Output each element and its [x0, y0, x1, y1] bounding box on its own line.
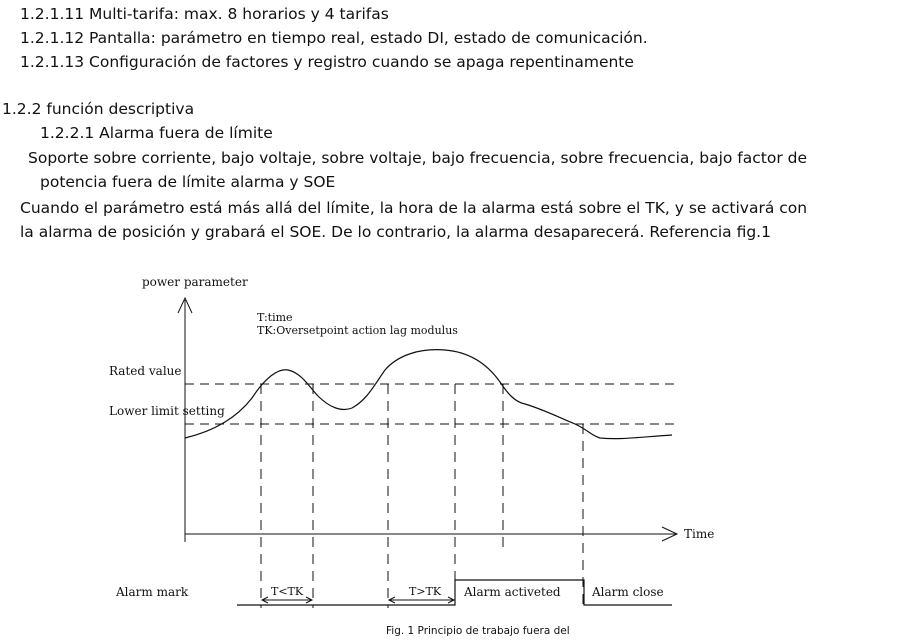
paragraph-alarm-line-2: la alarma de posición y grabará el SOE. De lo contrario, la alarma desaparecerá. Referencia fig.1 — [20, 223, 771, 241]
section-1-2-1-13: 1.2.1.13 Configuración de factores y registro cuando se apaga repentinamente — [20, 53, 634, 71]
alarm-close-label: Alarm close — [592, 585, 664, 599]
section-1-2-1-11: 1.2.1.11 Multi-tarifa: max. 8 horarios y 4 tarifas — [20, 5, 389, 23]
legend-t: T:time — [257, 311, 293, 324]
paragraph-support-line-1: Soporte sobre corriente, bajo voltaje, sobre voltaje, bajo frecuencia, sobre frecuencia, bajo factor de — [28, 149, 808, 167]
paragraph-support-line-2: potencia fuera de límite alarma y SOE — [40, 173, 336, 191]
rated-value-label: Rated value — [109, 364, 182, 378]
legend-tk: TK:Oversetpoint action lag modulus — [257, 324, 458, 337]
section-1-2-1-12: 1.2.1.12 Pantalla: parámetro en tiempo real, estado DI, estado de comunicación. — [20, 29, 648, 47]
y-axis-label: power parameter — [142, 275, 248, 289]
paragraph-alarm-line-1: Cuando el parámetro está más allá del límite, la hora de la alarma está sobre el TK, y se activará con — [20, 199, 808, 217]
heading-1-2-2: 1.2.2 función descriptiva — [2, 100, 195, 118]
lower-limit-label: Lower limit setting — [109, 404, 225, 418]
t-more-tk-label: T>TK — [409, 585, 442, 598]
t-less-tk-label: T<TK — [271, 585, 304, 598]
alarm-mark-label: Alarm mark — [116, 585, 189, 599]
x-axis-label: Time — [684, 527, 715, 541]
alarm-activated-label: Alarm activeted — [464, 585, 561, 599]
heading-1-2-2-1: 1.2.2.1 Alarma fuera de límite — [40, 124, 273, 142]
power-parameter-curve — [185, 350, 672, 439]
figure-caption: Fig. 1 Principio de trabajo fuera del — [386, 625, 570, 637]
vertical-event-lines — [261, 384, 583, 608]
